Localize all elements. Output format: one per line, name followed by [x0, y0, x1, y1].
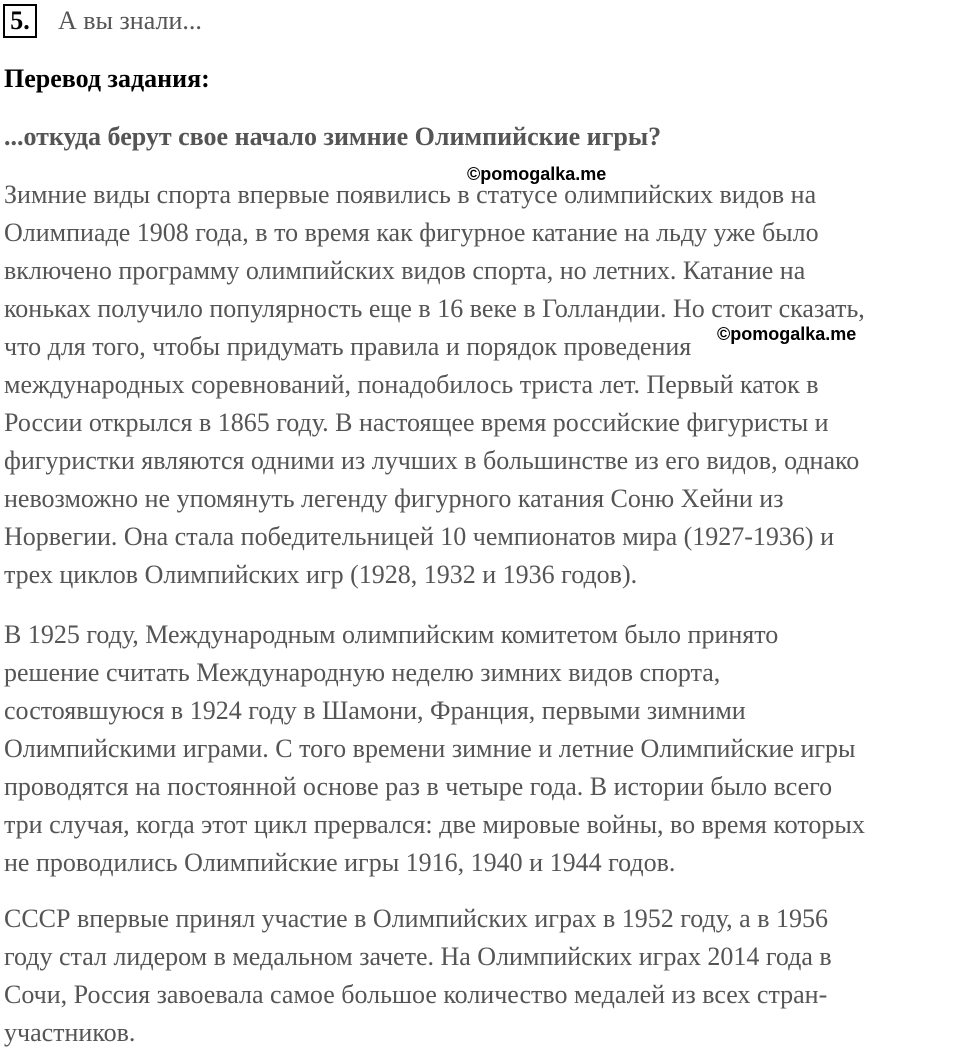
paragraph-line: году стал лидером в медальном зачете. На Олимпийских играх 2014 года в — [4, 942, 832, 971]
paragraph-line: трех циклов Олимпийских игр (1928, 1932 и 1936 годов). — [4, 560, 638, 589]
task-header — [3, 4, 202, 38]
paragraph-line: решение считать Международную неделю зимних видов спорта, — [4, 658, 721, 687]
paragraph-line: невозможно не упомянуть легенду фигурного катания Соню Хейни из — [4, 484, 784, 513]
paragraph-3 — [4, 900, 958, 1052]
watermark: ©pomogalka.me — [467, 164, 607, 184]
paragraph-line: участников. — [4, 1018, 136, 1047]
paragraph-line: СССР впервые принял участие в Олимпийских играх в 1952 году, а в 1956 — [4, 904, 828, 933]
paragraph-line: Норвегии. Она стала победительницей 10 чемпионатов мира (1927-1936) и — [4, 522, 835, 551]
paragraph-line: Олимпийскими играми. С того времени зимние и летние Олимпийские игры — [4, 734, 856, 763]
paragraph-2 — [4, 616, 958, 882]
paragraph-line: Олимпиаде 1908 года, в то время как фигурное катание на льду уже было — [4, 218, 819, 247]
paragraph-line: состоявшуюся в 1924 году в Шамони, Франция, первыми зимними — [4, 696, 746, 725]
paragraph-line: международных соревнований, понадобилось триста лет. Первый каток в — [4, 370, 819, 399]
watermark: ©pomogalka.me — [717, 324, 857, 344]
paragraph-line: включено программу олимпийских видов спорта, но летних. Катание на — [4, 256, 806, 285]
question-heading: ...откуда берут свое начало зимние Олимпийские игры? — [4, 122, 662, 151]
paragraph-line: фигуристки являются одними из лучших в большинстве из его видов, однако — [4, 446, 860, 475]
paragraph-line: три случая, когда этот цикл прервался: две мировые войны, во время которых — [4, 810, 865, 839]
paragraph-line: России открылся в 1865 году. В настоящее время российские фигуристы и — [4, 408, 829, 437]
task-title: А вы знали... — [58, 6, 202, 35]
paragraph-1 — [4, 176, 958, 594]
paragraph-line: В 1925 году, Международным олимпийским комитетом было принято — [4, 620, 779, 649]
paragraph-line: что для того, чтобы придумать правила и порядок проведения — [4, 332, 692, 361]
paragraph-line: Сочи, Россия завоевала самое большое количество медалей из всех стран- — [4, 980, 828, 1009]
paragraph-line: не проводились Олимпийские игры 1916, 1940 и 1944 годов. — [4, 848, 676, 877]
paragraph-line: коньках получило популярность еще в 16 веке в Голландии. Но стоит сказать, — [4, 294, 865, 323]
paragraph-line: Зимние виды спорта впервые появились в статусе олимпийских видов на — [4, 180, 817, 209]
task-number-box: 5. — [3, 4, 37, 38]
translation-heading: Перевод задания: — [4, 64, 210, 93]
paragraph-line: проводятся на постоянной основе раз в четыре года. В истории было всего — [4, 772, 833, 801]
